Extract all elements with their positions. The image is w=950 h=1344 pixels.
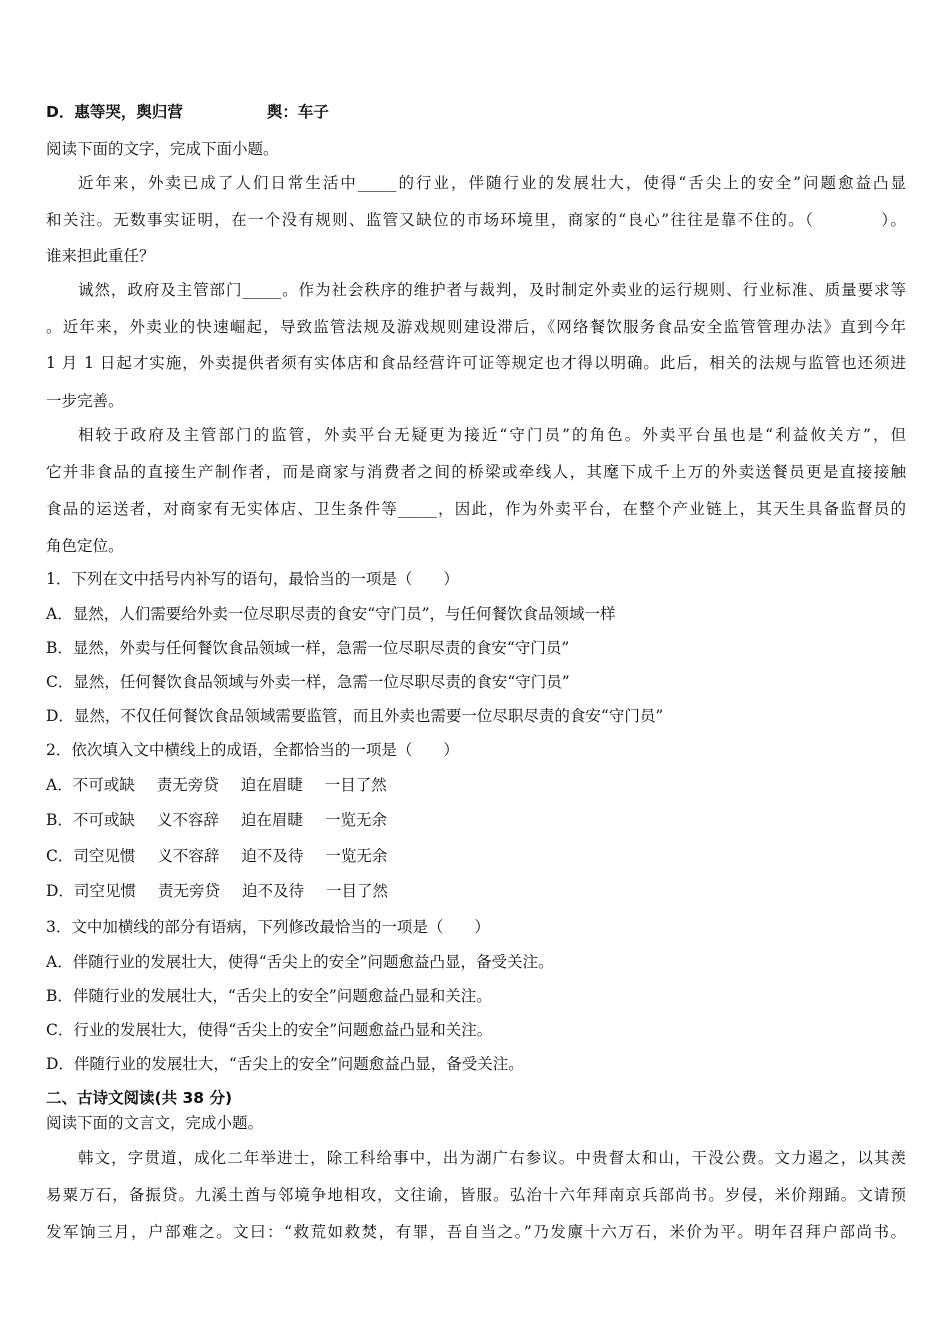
question-1-option-a: A．显然，人们需要给外卖一位尽职尽责的食安“守门员”，与任何餐饮食品领域一样: [46, 605, 616, 623]
option-d-text: D．惠等哭，舆归营: [46, 103, 183, 121]
option-label: A．: [46, 776, 73, 794]
option-label: B．: [46, 811, 73, 829]
idiom: 不可或缺: [72, 811, 135, 829]
reading-instruction: 阅读下面的文字，完成下面小题。: [46, 140, 279, 158]
question-3-option-b: B．伴随行业的发展壮大，“舌尖上的安全”问题愈益凸显和关注。: [46, 987, 492, 1005]
question-1-option-d: D．显然，不仅任何餐饮食品领域需要监管，而且外卖也需要一位尽职尽责的食安“守门员”: [46, 707, 664, 725]
passage-line: 一步完善。: [46, 392, 124, 410]
idiom: 一目了然: [324, 776, 387, 794]
question-2-stem: 2．依次填入文中横线上的成语，全都恰当的一项是（ ）: [46, 741, 459, 759]
question-3-option-a: A．伴随行业的发展壮大，使得“舌尖上的安全”问题愈益凸显，备受关注。: [46, 953, 554, 971]
idiom: 责无旁贷: [157, 882, 220, 900]
option-d-gloss: 舆：车子: [266, 103, 329, 121]
passage-line: 谁来担此重任？: [46, 247, 155, 265]
idiom: 义不容辞: [157, 847, 220, 865]
passage-line: 角色定位。: [46, 537, 124, 555]
reading-instruction: 阅读下面的文言文，完成小题。: [46, 1114, 264, 1132]
idiom: 迫不及待: [241, 882, 304, 900]
question-2-option-a: [46, 775, 387, 795]
classical-line: 易粟万石，备振贷。九溪土酋与邻境争地相攻，文往谕，皆服。弘治十六年拜南京兵部尚书。岁侵，米价翔踊。文请预: [46, 1186, 906, 1204]
idiom: 司空见惯: [73, 882, 136, 900]
idiom: 一览无余: [325, 847, 388, 865]
question-3-option-d: D．伴随行业的发展壮大，“舌尖上的安全”问题愈益凸显，备受关注。: [46, 1055, 524, 1073]
idiom: 迫在眉睫: [240, 811, 303, 829]
passage-line: 和关注。无数事实证明，在一个没有规则、监管又缺位的市场环境里，商家的“良心”往往是靠不住的。（ ）。: [46, 211, 906, 229]
option-d-previous: [46, 102, 329, 122]
passage-line: 相较于政府及主管部门的监管，外卖平台无疑更为接近“守门员”的角色。外卖平台虽也是“利益攸关方”，但: [78, 426, 906, 444]
question-2-option-d: [46, 881, 388, 901]
passage-line: 近年来，外卖已成了人们日常生活中_____的行业，伴随行业的发展壮大，使得“舌尖上的安全”问题愈益凸显: [78, 174, 906, 192]
passage-line: 。近年来，外卖业的快速崛起，导致监管法规及游戏规则建设滞后，《网络餐饮服务食品安全监管管理办法》直到今年: [46, 318, 906, 336]
classical-line: 发军饷三月，户部难之。文曰：“救荒如救焚，有罪，吾自当之。”乃发廪十六万石，米价为平。明年召拜户部尚书。: [46, 1223, 906, 1241]
option-label: D．: [46, 882, 74, 900]
question-2-option-c: [46, 846, 387, 866]
passage-line: 它并非食品的直接生产制作者，而是商家与消费者之间的桥梁或牵线人，其麾下成千上万的外卖送餐员更是直接接触: [46, 463, 906, 481]
idiom: 迫不及待: [241, 847, 304, 865]
option-label: C．: [46, 847, 74, 865]
idiom: 司空见惯: [73, 847, 136, 865]
passage-line: 诚然，政府及主管部门_____。作为社会秩序的维护者与裁判，及时制定外卖业的运行规则、行业标准、质量要求等: [78, 281, 906, 299]
idiom: 一览无余: [324, 811, 387, 829]
question-1-stem: 1．下列在文中括号内补写的语句，最恰当的一项是（ ）: [46, 570, 459, 588]
question-3-stem: 3．文中加横线的部分有语病，下列修改最恰当的一项是（ ）: [46, 918, 490, 936]
question-2-option-b: [46, 810, 387, 830]
classical-line: 韩文，字贯道，成化二年举进士，除工科给事中，出为湖广右参议。中贵督太和山，干没公费。文力遏之，以其羡: [78, 1149, 906, 1167]
question-3-option-c: C．行业的发展壮大，使得“舌尖上的安全”问题愈益凸显和关注。: [46, 1021, 493, 1039]
idiom: 责无旁贷: [156, 776, 219, 794]
section-heading: 二、古诗文阅读(共 38 分): [46, 1089, 233, 1107]
idiom: 义不容辞: [156, 811, 219, 829]
passage-line: 食品的运送者，对商家有无实体店、卫生条件等_____，因此，作为外卖平台，在整个产业链上，其天生具备监督员的: [46, 500, 906, 518]
question-1-option-c: C．显然，任何餐饮食品领域与外卖一样，急需一位尽职尽责的食安“守门员”: [46, 673, 570, 691]
idiom: 迫在眉睫: [240, 776, 303, 794]
idiom: 一目了然: [325, 882, 388, 900]
question-1-option-b: B．显然，外卖与任何餐饮食品领域一样，急需一位尽职尽责的食安“守门员”: [46, 639, 570, 657]
passage-line: 1 月 1 日起才实施，外卖提供者须有实体店和食品经营许可证等规定也才得以明确。此后，相关的法规与监管也还须进: [46, 354, 906, 372]
idiom: 不可或缺: [72, 776, 135, 794]
